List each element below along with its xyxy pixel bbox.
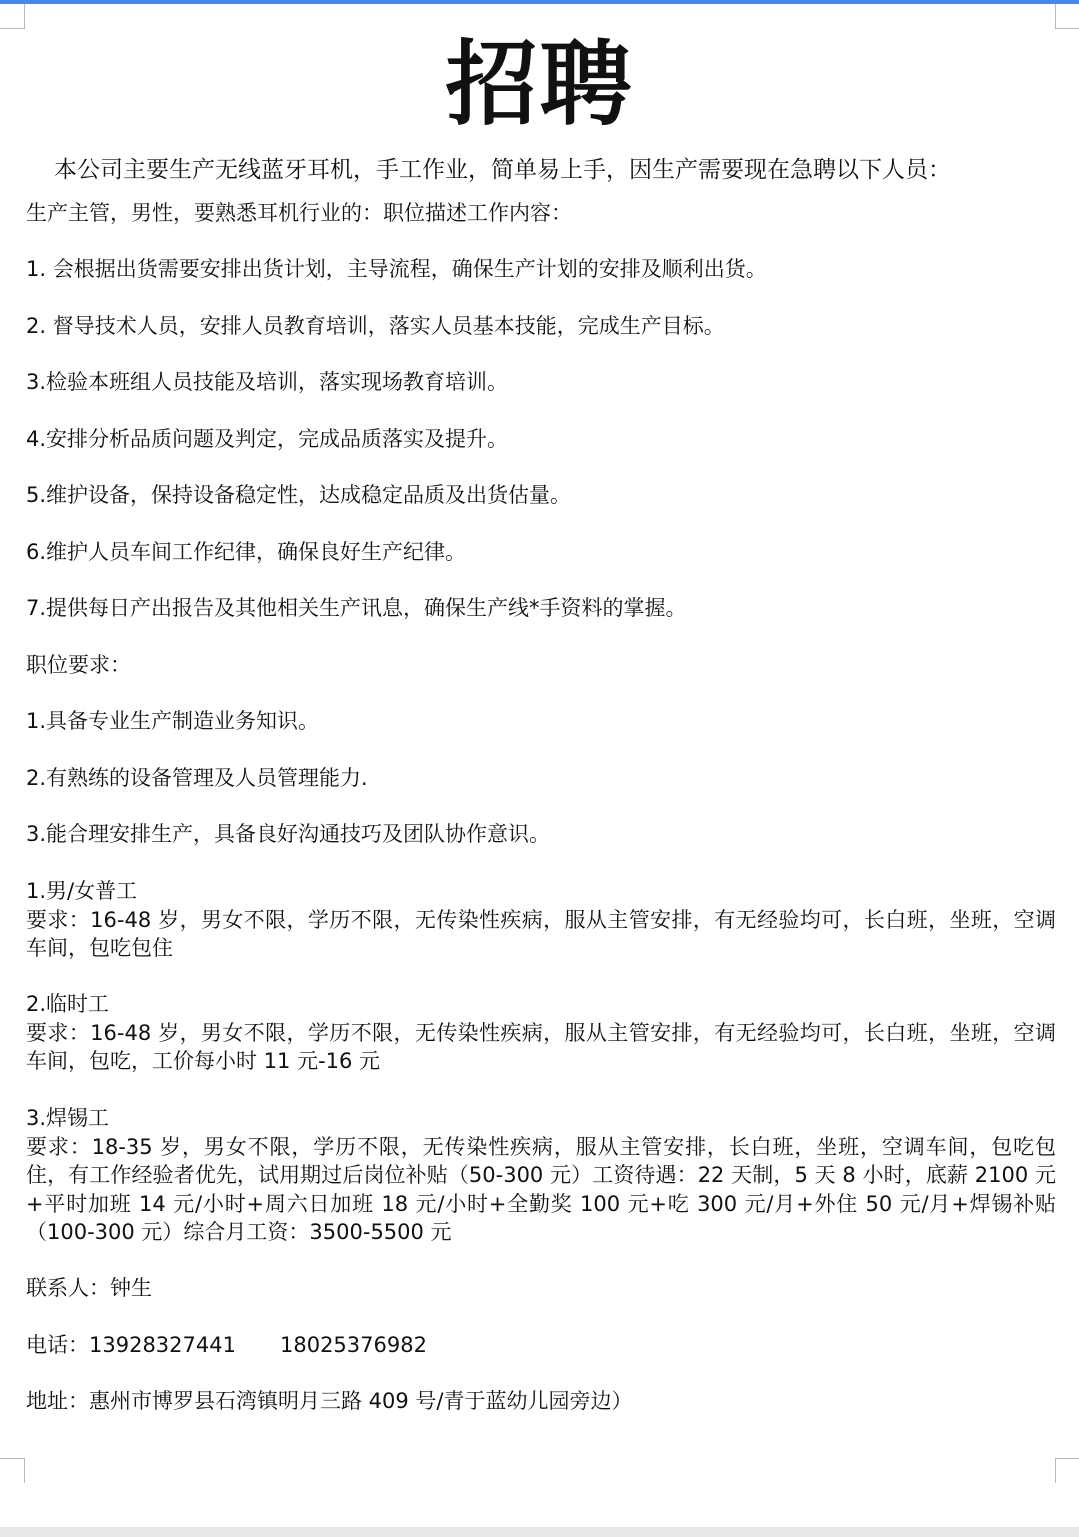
requirement-item: 1.具备专业生产制造业务知识。 [26,709,320,733]
requirement-item: 2.有熟练的设备管理及人员管理能力. [26,766,368,790]
requirements-heading: 职位要求： [26,653,131,677]
contact-phone [26,1331,427,1359]
page-title: 招聘 [445,31,634,138]
position-general-worker [26,877,1056,963]
page-corner-mark-top-left [0,4,25,29]
page-corner-mark-top-right [1055,4,1079,29]
phone-number-1: 13928327441 [89,1333,236,1357]
page-corner-mark-bottom-right [1055,1458,1079,1483]
phone-number-2: 18025376982 [279,1333,427,1357]
position-requirement: 要求：16-48 岁，男女不限，学历不限，无传染性疾病，服从主管安排，有无经验均可，长白班，坐班，空调车间，包吃包住 [26,907,1056,960]
duty-item: 7.提供每日产出报告及其他相关生产讯息，确保生产线*手资料的掌握。 [26,596,687,620]
supervisor-heading: 生产主管，男性，要熟悉耳机行业的：职位描述工作内容： [26,201,572,225]
requirement-item: 3.能合理安排生产，具备良好沟通技巧及团队协作意识。 [26,822,551,846]
position-requirement: 要求：16-48 岁，男女不限，学历不限，无传染性疾病，服从主管安排，有无经验均可，长白班，坐班，空调车间，包吃，工价每小时 11 元-16 元 [26,1020,1056,1073]
position-name: 3.焊锡工 [26,1106,110,1130]
position-temporary-worker [26,990,1056,1076]
top-accent-bar [0,0,1079,4]
position-requirement: 要求：18-35 岁，男女不限，学历不限，无传染性疾病，服从主管安排，长白班，坐班，空调车间，包吃包住，有工作经验者优先，试用期过后岗位补贴（50-300 元）工资待遇：22 天制，5 天 8 小时，底薪 2100 元+平时加班 14 元/小时+周六日加班 18 元/小时+全勤奖 100 元+吃 300 元/月+外住 50 元/月+焊锡补贴（100-300 元）综合月工资：3500-5500 元 [26,1134,1056,1244]
duty-item: 1. 会根据出货需要安排出货计划，主导流程，确保生产计划的安排及顺利出货。 [26,257,767,281]
position-name: 1.男/女普工 [26,879,138,903]
duty-item: 2. 督导技术人员，安排人员教育培训，落实人员基本技能，完成生产目标。 [26,314,725,338]
phone-label: 电话： [26,1333,89,1357]
position-name: 2.临时工 [26,992,110,1016]
bottom-bar [0,1527,1079,1537]
contact-address: 地址：惠州市博罗县石湾镇明月三路 409 号/青于蓝幼儿园旁边） [26,1389,633,1413]
intro-paragraph: 本公司主要生产无线蓝牙耳机，手工作业，简单易上手，因生产需要现在急聘以下人员： [54,157,951,183]
duty-item: 5.维护设备，保持设备稳定性，达成稳定品质及出货估量。 [26,483,572,507]
duty-item: 6.维护人员车间工作纪律，确保良好生产纪律。 [26,540,467,564]
position-soldering-worker [26,1104,1056,1247]
page-corner-mark-bottom-left [0,1458,25,1483]
contact-person: 联系人：钟生 [26,1276,152,1300]
duty-item: 3.检验本班组人员技能及培训，落实现场教育培训。 [26,370,509,394]
duty-item: 4.安排分析品质问题及判定，完成品质落实及提升。 [26,427,509,451]
